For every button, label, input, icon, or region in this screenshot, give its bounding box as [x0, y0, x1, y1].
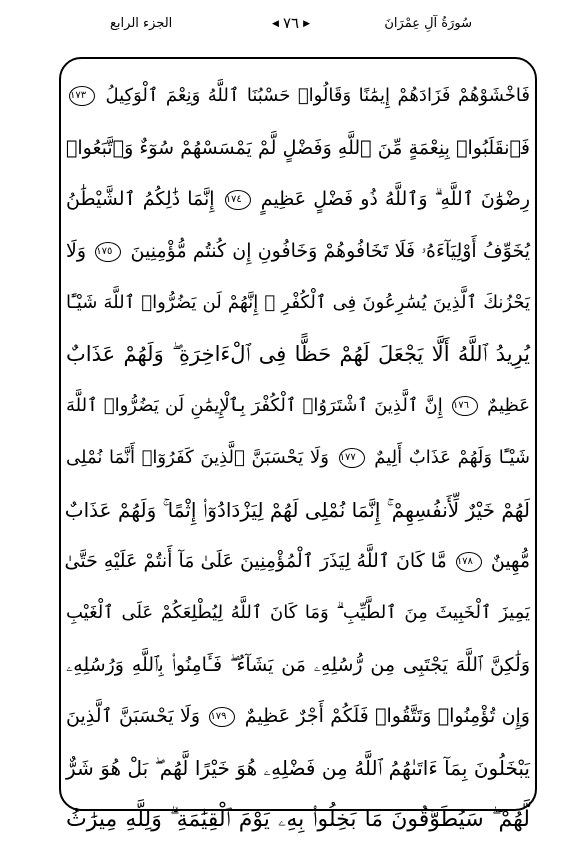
surah-name: سُورَةُ آلِ عِمْرَانَ	[384, 16, 472, 31]
ayah-number-marker: ١٧٩	[209, 707, 235, 727]
verse-text: وَلَا يَحْسَبَنَّ ٱلَّذِينَ كَفَرُوٓا۟ أَنَّمَا نُمْلِى	[66, 446, 329, 468]
ayah-number-marker: ١٧٨	[456, 552, 482, 572]
verse-text: يُرِيدُ ٱللَّهُ أَلَّا يَجْعَلَ لَهُمْ حَظًّا فِى ٱلْءَاخِرَةِ ۖ وَلَهُمْ عَذَابٌ	[66, 342, 530, 367]
verse-text: إِنَّمَا ذَٰلِكُمُ ٱلشَّيْطَٰنُ	[66, 188, 215, 211]
verse-text: وَلَا	[66, 240, 87, 263]
text-line	[66, 284, 530, 336]
verse-text: مُّهِينٌ	[490, 550, 530, 573]
text-line	[66, 129, 530, 181]
verse-text: لَّهُمْ ۖ سَيُطَوَّقُونَ مَا بَخِلُوا۟ بِهِۦ يَوْمَ ٱلْقِيَٰمَةِ ۗ وَلِلَّهِ مِيرَٰثُ	[66, 806, 530, 832]
text-line	[66, 542, 530, 594]
ayah-number-marker: ١٧٤	[225, 190, 251, 210]
text-line	[66, 697, 530, 749]
verse-text: يَمِيزَ ٱلْخَبِيثَ مِنَ ٱلطَّيِّبِ ۗ وَمَا كَانَ ٱللَّهُ لِيُطْلِعَكُمْ عَلَى ٱلْغَيْبِ	[66, 601, 530, 623]
ayah-number-marker: ١٧٦	[452, 396, 478, 416]
verse-text: مَّا كَانَ ٱللَّهُ لِيَذَرَ ٱلْمُؤْمِنِينَ عَلَىٰ مَآ أَنتُمْ عَلَيْهِ حَتَّىٰ	[64, 550, 447, 573]
verse-text: فَٱنقَلَبُوا۟ بِنِعْمَةٍ مِّنَ ٱللَّهِ وَفَضْلٍ لَّمْ يَمْسَسْهُمْ سُوٓءٌ وَٱتَّبَعُوا۟	[66, 136, 530, 159]
text-line	[66, 749, 530, 801]
verse-text: شَيْـًٔا وَلَهُمْ عَذَابٌ أَلِيمٌ	[374, 446, 531, 468]
page-header	[0, 10, 582, 46]
text-line	[66, 801, 530, 852]
verse-text: رِضْوَٰنَ ٱللَّهِ ۗ وَٱللَّهُ ذُو فَضْلٍ عَظِيمٍ	[260, 188, 531, 211]
text-line	[66, 232, 530, 284]
text-line	[66, 646, 530, 698]
verse-text: وَلَا يَحْسَبَنَّ ٱلَّذِينَ	[66, 705, 201, 728]
verse-text: إِنَّ ٱلَّذِينَ ٱشْتَرَوُا۟ ٱلْكُفْرَ بِٱلْإِيمَٰنِ لَن يَضُرُّوا۟ ٱللَّهَ	[66, 395, 443, 417]
verse-text: وَإِن تُؤْمِنُوا۟ وَتَتَّقُوا۟ فَلَكُمْ أَجْرٌ عَظِيمٌ	[244, 705, 530, 728]
text-line	[66, 439, 530, 491]
verse-text: عَظِيمٌ	[487, 395, 530, 417]
left-ornament-icon: ◀	[272, 18, 279, 29]
text-line	[66, 491, 530, 543]
page-number-box	[0, 14, 582, 32]
page-number: ٧٦	[282, 14, 300, 32]
ayah-number-marker: ١٧٣	[69, 86, 95, 106]
text-line	[66, 387, 530, 439]
text-line	[66, 77, 530, 129]
verse-text: يَبْخَلُونَ بِمَآ ءَاتَىٰهُمُ ٱللَّهُ مِن فَضْلِهِۦ هُوَ خَيْرًا لَّهُم ۖ بَلْ هُوَ شَرٌّ	[66, 755, 530, 780]
verse-text: وَلَٰكِنَّ ٱللَّهَ يَجْتَبِى مِن رُّسُلِهِۦ مَن يَشَآءُ ۖ فَـَٔامِنُوا۟ بِٱللَّهِ وَرُسُلِهِۦ	[66, 653, 530, 676]
text-line	[66, 594, 530, 646]
verse-text: فَاخْشَوْهُمْ فَزَادَهُمْ إِيمَٰنًا وَقَالُوا۟ حَسْبُنَا ٱللَّهُ وَنِعْمَ ٱلْوَكِيلُ	[105, 85, 530, 106]
ayah-number-marker: ١٧٧	[339, 448, 365, 468]
ayah-number-marker: ١٧٥	[95, 242, 121, 262]
verse-text-block	[66, 77, 530, 852]
text-line	[66, 335, 530, 387]
verse-text: يَحْزُنكَ ٱلَّذِينَ يُسَٰرِعُونَ فِى ٱلْكُفْرِ ۚ إِنَّهُمْ لَن يَضُرُّوا۟ ٱللَّهَ شَيْـًٔا	[66, 291, 530, 313]
verse-text: لَهُمْ خَيْرٌ لِّأَنفُسِهِمْ ۚ إِنَّمَا نُمْلِى لَهُمْ لِيَزْدَادُوٓا۟ إِثْمًا ۚ وَلَهُمْ عَذَابٌ	[64, 497, 530, 522]
juz-label: الجزء الرابع	[110, 16, 173, 31]
verse-text: يُخَوِّفُ أَوْلِيَآءَهُۥ فَلَا تَخَافُوهُمْ وَخَافُونِ إِن كُنتُم مُّؤْمِنِينَ	[130, 240, 531, 263]
text-line	[66, 180, 530, 232]
right-ornament-icon: ▶	[303, 18, 310, 29]
